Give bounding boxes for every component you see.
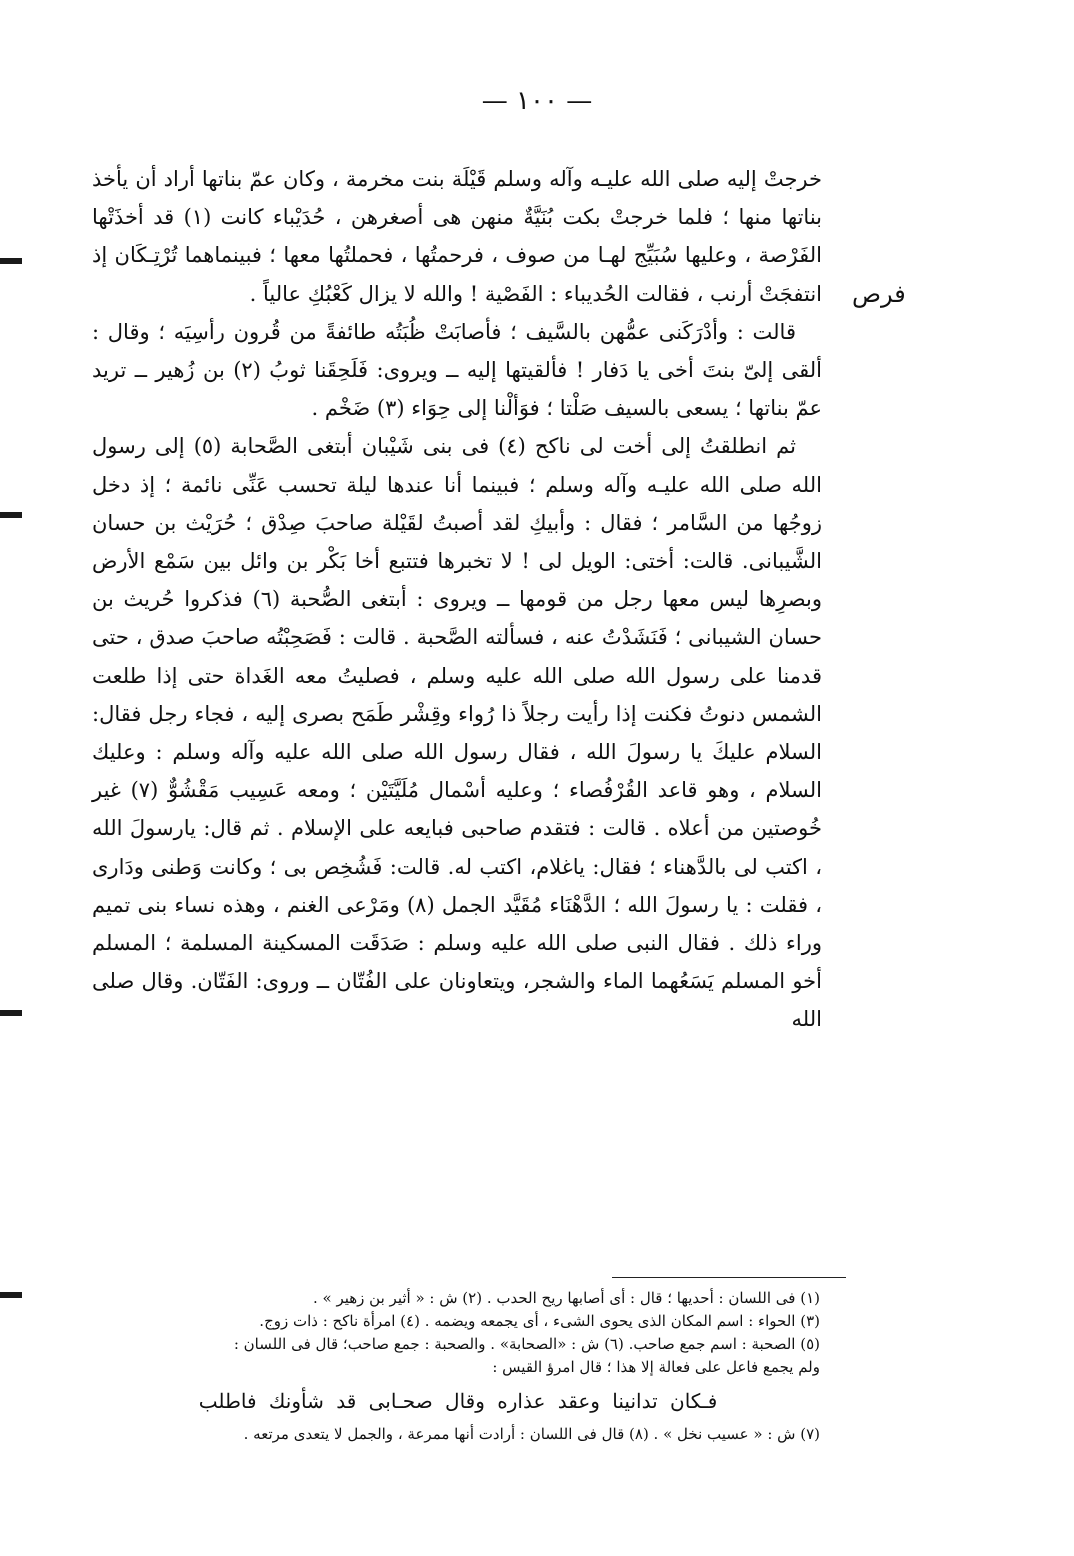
page-number: — ١٠٠ — <box>481 86 593 116</box>
main-text <box>92 160 822 1039</box>
scan-edge-mark <box>0 1010 22 1016</box>
footnote-separator <box>612 1277 846 1278</box>
footnote-line: (١) فى اللسان : أحديها ؛ قال : أى أصابها ريح الحدب . (٢) ش : « أثير بن زهير » . <box>312 1289 820 1307</box>
paragraph: قالت : وأدْرَكَنى عمُّهن بالسَّيف ؛ فأصابَتْ ظُبَتُه طائفةً من قُرون رأسِيَه ؛ وقال : ألقى إلىّ بنتَ أخى يا دَفار ! فألقيتها إليه ــ ويروى: فَلَحِقَنا ثوبُ (٢) بن زُهير ــ تريد عمّ بناتها ؛ يسعى بالسيف صَلْتا ؛ فوَألْنا إلى حِوَاء (٣) ضَخْم . <box>92 319 823 421</box>
footnote-line: (٣) الحواء : اسم المكان الذى يحوى الشىء ، أى يجمعه ويضمه . (٤) امرأة ناكح : ذات زوج. <box>259 1312 820 1330</box>
footnote-line: (٧) ش : « عسيب نخل » . (٨) قال فى اللسان : أرادت أنها ممرعة ، والجمل لا يتعدى مرتعه . <box>243 1425 820 1443</box>
footnote-line: (٥) الصحبة : اسم جمع صاحب. (٦) ش : «الصحابة» . والصحبة : جمع صاحب؛ قال فى اللسان : <box>233 1335 820 1353</box>
scan-edge-mark <box>0 512 22 518</box>
footnote-line: ولم يجمع فاعل على فعالة إلا هذا ؛ قال امرؤ القيس : <box>492 1358 820 1376</box>
poetry-verse: فـكان تدانينا وعقد عذاره وقال صحـابى قد شأونك فاطلب <box>198 1389 718 1413</box>
scan-edge-mark <box>0 258 22 264</box>
scan-edge-mark <box>0 1292 22 1298</box>
footnotes <box>96 1287 820 1446</box>
paragraph: ثم انطلقتُ إلى أخت لى ناكح (٤) فى بنى شَيْبان أبتغى الصَّحابة (٥) إلى رسول الله صلى الله عليـه وآله وسلم ؛ فبينما أنا عندها ليلة تحسب عَنِّى نائمة ؛ إذ دخل زوجُها من السَّامر ؛ فقال : وأبيكِ لقد أصبتُ لقَيْلة صاحبَ صِدْق ؛ حُرَيْث بن حسان الشَّيبانى. قالت: أختى: الويل لى ! لا تخبرها فتتبع أخا بَكْر بن وائل بين سَمْع الأرض وبصرِها ليس معها رجل من قومها ــ ويروى : أبتغى الصُّحبة (٦) فذكروا حُريث بن حسان الشيبانى ؛ فَنَشَدْتُ عنه ، فسألته الصَّحبة . قالت : فَصَحِبْتُه صاحبَ صدق ، حتى قدمنا على رسول الله صلى الله عليه وسلم ، فصليتُ معه الغَداة حتى إذا طلعت الشمس دنوتُ فكنت إذا رأيت رجلاً ذا رُواء وقِشْر طَمَح بصرى إليه ، فجاء رجل فقال: السلام عليكَ يا رسولَ الله ، فقال رسول الله صلى الله عليه وآله وسلم : وعليك السلام ، وهو قاعد القُرْفُصاء ؛ وعليه أسْمال مُلَيَّتَيْن ؛ ومعه عَسِيب مَقْشُوٌّ (٧) غير خُوصتين من أعلاه . قالت : فتقدم صاحبى فبايعه على الإسلام . ثم قال: يارسولَ الله ، اكتب لى بالدَّهناء ؛ فقال: ياغلام، اكتب له. قالت: فَشُخِص بى ؛ وكانت وَطنى ودَارى ، فقلت : يا رسولَ الله ؛ الدَّهْنَاء مُقَيَّد الجمل (٨) ومَرْعى الغنم ، وهذه نساء بنى تميم وراء ذلك . فقال النبى صلى الله عليه وسلم : صَدَقَت المسكينة المسلمة ؛ المسلم أخو المسلم يَسَعُهما الماء والشجر، ويتعاونان على الفُتّان ــ وروى: الفَتّان. وقال صلى الله <box>92 434 823 1032</box>
paragraph: خرجتْ إليه صلى الله عليـه وآله وسلم قَيْلَة بنت مخرمة ، وكان عمّ بناتها أراد أن يأخذ بناتها منها ؛ فلما خرجتْ بكت بُنَيَّةٌ منهن هى أصغرهن ، حُدَيْباء كانت (١) قد أخذَتْها الفَرْصة ، وعليها سُبَيِّج لهـا من صوف ، فرحمتُها ، فحملتُها معها ؛ فبينماهما تُرْتِـكَان إذ انتفجَتْ أرنب ، فقالت الحُديباء : الفَصْية ! والله لا يزال كَعْبُكِ عالياً . <box>92 167 822 306</box>
margin-note: فرص <box>852 280 906 308</box>
